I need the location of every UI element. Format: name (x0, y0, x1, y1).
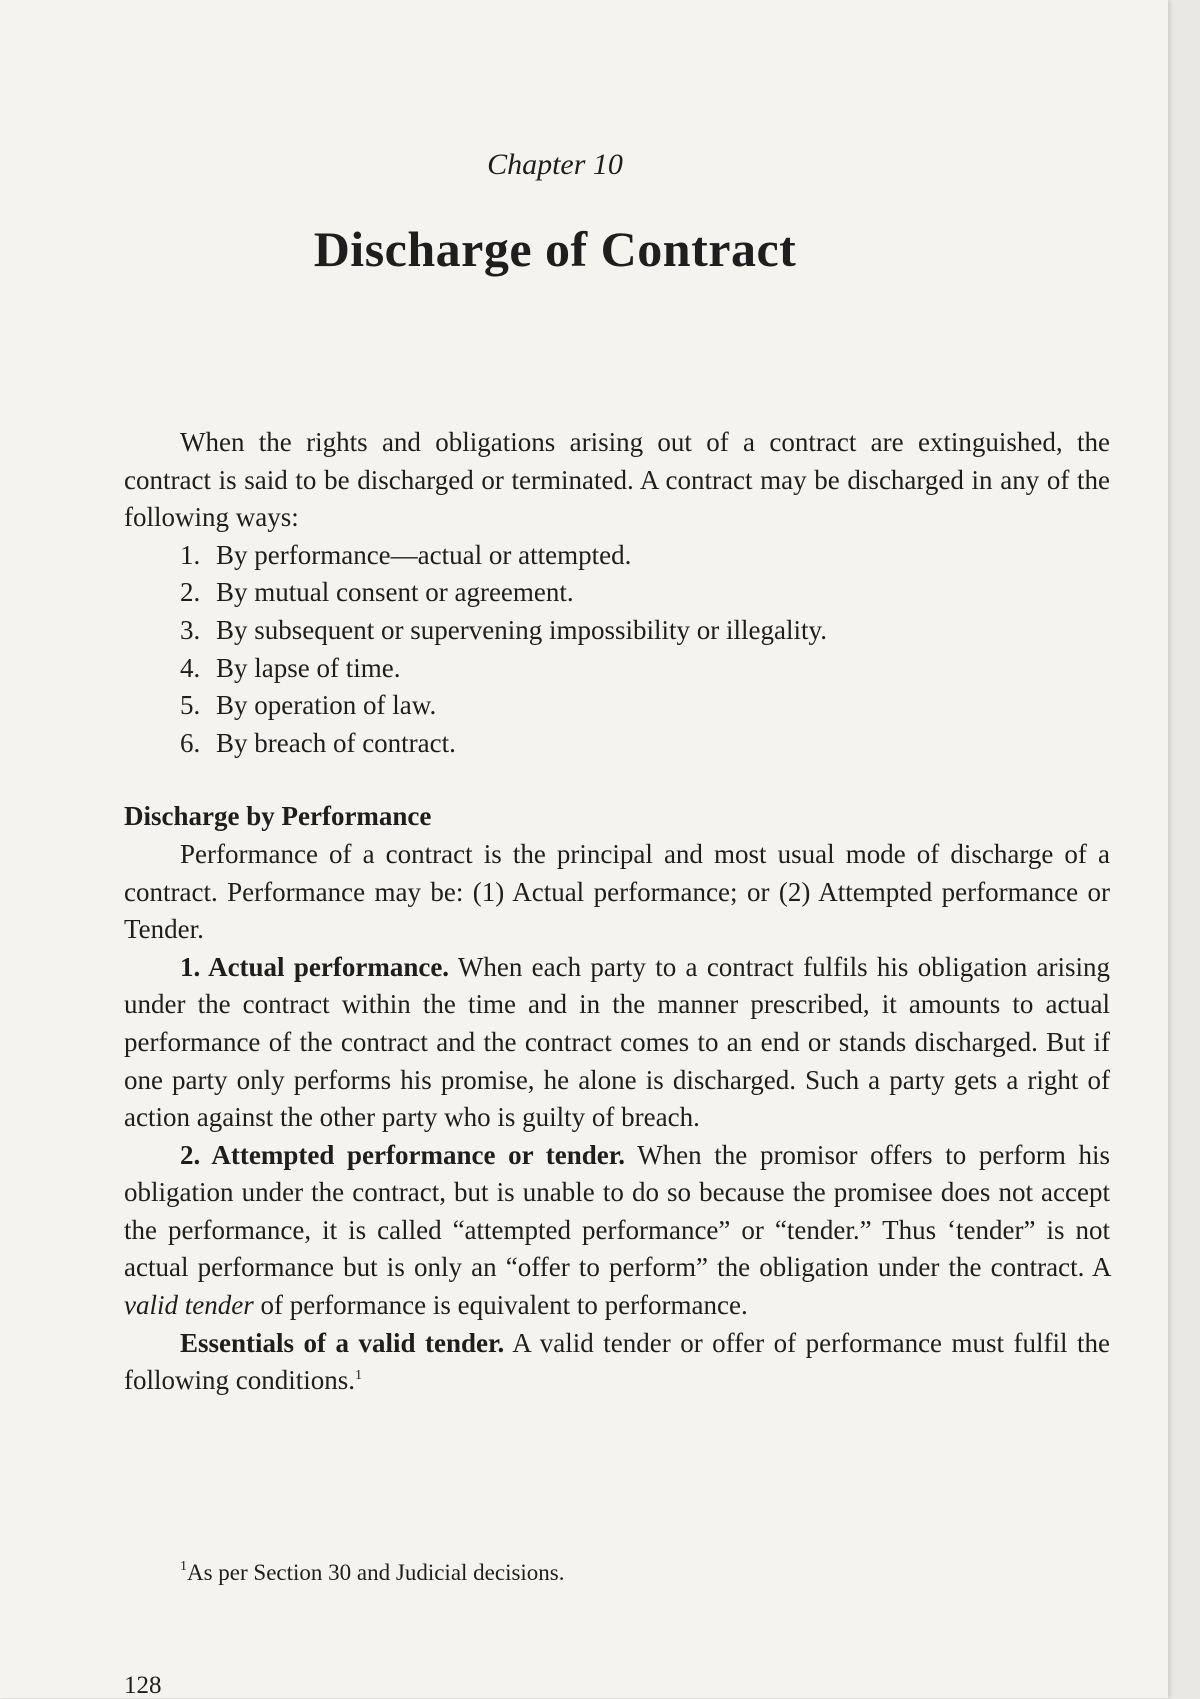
essentials-label: Essentials of a valid tender. (180, 1327, 505, 1358)
attempted-performance-paragraph (124, 1137, 1110, 1325)
section-heading: Discharge by Performance (124, 801, 432, 832)
list-item (180, 537, 1110, 575)
essentials-paragraph (124, 1325, 1110, 1400)
list-item-number: 6. (180, 727, 201, 758)
chapter-label: Chapter 10 (487, 148, 623, 181)
discharge-ways-list (124, 537, 1110, 763)
intro-paragraph: When the rights and obligations arising out of a contract are extinguished, the contract is said to be discharged or terminated. A contract may be discharged in any of the following ways: (124, 427, 1110, 533)
list-item-number: 4. (180, 652, 201, 683)
list-item-text: By subsequent or supervening impossibility or illegality. (216, 614, 827, 645)
list-item-text: By mutual consent or agreement. (216, 577, 574, 608)
footnote-text: As per Section 30 and Judicial decisions. (187, 1560, 565, 1585)
footnote-marker: 1 (180, 1559, 187, 1574)
attempted-performance-text: When the promisor offers to perform his obligation under the contract, but is unable to do so because the promisee does not accept the performance, it is called “attempted performance” or “tender.” Thus ‘tender” is not actual performance but is only an “offer to perform” the obligation under the contract. A (124, 1139, 1110, 1283)
attempted-performance-label: 2. Attempted performance or tender. (180, 1139, 626, 1170)
performance-intro-paragraph: Performance of a contract is the principal and most usual mode of discharge of a contract. Performance may be: (1) Actual performance; or (2) Attempted performance or Tender. (124, 838, 1110, 945)
list-item-text: By lapse of time. (216, 652, 401, 683)
footnote (180, 1560, 565, 1586)
list-item-number: 2. (180, 577, 201, 608)
attempted-performance-text-end: of performance is equivalent to performance. (260, 1290, 748, 1321)
list-item (180, 725, 1110, 763)
list-item-text: By breach of contract. (216, 727, 456, 758)
list-item (180, 650, 1110, 688)
body-text (124, 424, 1110, 1400)
list-item-number: 5. (180, 690, 201, 721)
actual-performance-paragraph (124, 949, 1110, 1137)
list-item-text: By operation of law. (216, 690, 437, 721)
footnote-reference: 1 (355, 1368, 362, 1384)
list-item (180, 612, 1110, 650)
list-item-number: 1. (180, 539, 201, 570)
actual-performance-label: 1. Actual performance. (180, 951, 450, 982)
list-item (180, 574, 1110, 612)
page-number: 128 (124, 1672, 162, 1699)
chapter-title: Discharge of Contract (313, 221, 797, 277)
list-item (180, 687, 1110, 725)
list-item-text: By performance—actual or attempted. (216, 539, 632, 570)
valid-tender-emphasis: valid tender (124, 1290, 254, 1321)
list-item-number: 3. (180, 614, 201, 645)
actual-performance-text: When each party to a contract fulfils his obligation arising under the contract within the time and in the manner prescribed, it amounts to actual performance of the contract and the contract comes to an end or stands discharged. But if one party only performs his promise, he alone is discharged. Such a party gets a right of action against the other party who is guilty of breach. (124, 951, 1110, 1133)
essentials-text: A valid tender or offer of performance must fulfil the following conditions. (124, 1327, 1110, 1396)
